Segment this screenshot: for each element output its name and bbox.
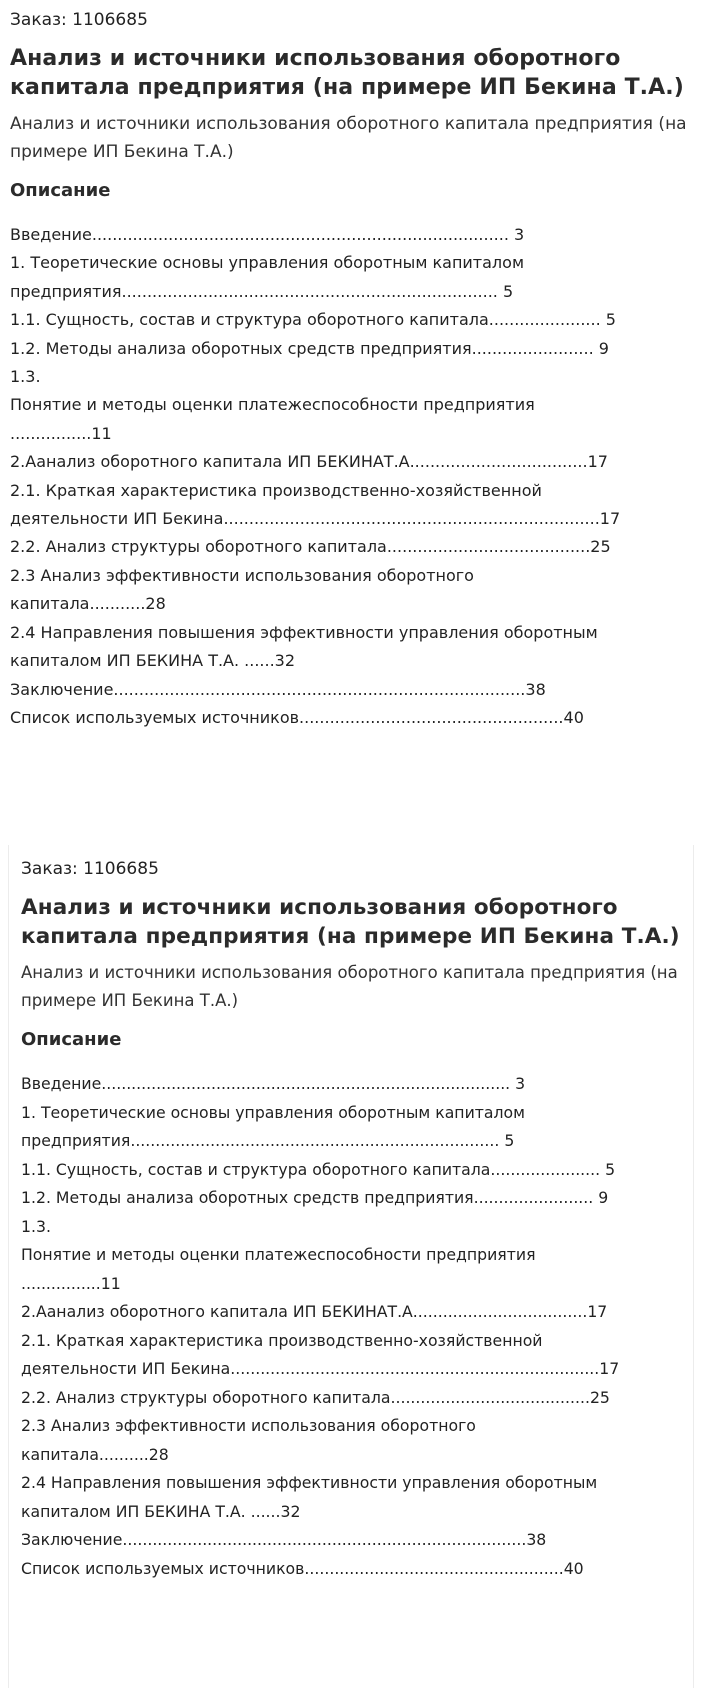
toc-line: Понятие и методы оценки платежеспособности предприятия: [21, 1245, 536, 1264]
toc-line: 1. Теоретические основы управления оборотным капиталом: [10, 253, 525, 273]
toc-line: 1.1. Сущность, состав и структура оборотного капитала...................... 5: [10, 310, 616, 330]
toc-line: деятельности ИП Бекина..........................................................................17: [21, 1359, 620, 1378]
table-of-contents: [21, 1070, 681, 1583]
toc-line: 2.3 Анализ эффективности использования оборотного: [10, 565, 474, 585]
toc-line: 2.1. Краткая характеристика производственно-хозяйственной: [21, 1330, 543, 1350]
toc-line: капитала..........28: [21, 1444, 169, 1464]
toc-line: 1.2. Методы анализа оборотных средств предприятия........................ 9: [21, 1188, 609, 1207]
toc-line: 2.1. Краткая характеристика производственно-хозяйственной: [10, 480, 542, 500]
document-subtitle: Анализ и источники использования оборотного капитала предприятия (на примере ИП Бекина Т.А.): [10, 114, 687, 162]
toc-line: предприятия.......................................................................... 5: [21, 1131, 515, 1150]
toc-line: Список используемых источников....................................................40: [10, 707, 584, 727]
toc-line: 1.1. Сущность, состав и структура оборотного капитала...................... 5: [21, 1159, 616, 1179]
toc-line: Введение.................................................................................. 3: [10, 225, 525, 244]
order-number: Заказ: 1106685: [10, 10, 148, 30]
toc-line: капиталом ИП БЕКИНА Т.А. ......32: [10, 651, 296, 671]
order-number: Заказ: 1106685: [21, 859, 159, 879]
document-page-2: [8, 845, 694, 1688]
toc-line: 2.2. Анализ структуры оборотного капитала........................................25: [21, 1387, 610, 1407]
toc-line: 2.3 Анализ эффективности использования оборотного: [21, 1416, 476, 1435]
toc-line: капиталом ИП БЕКИНА Т.А. ......32: [21, 1501, 301, 1521]
toc-line: 2.Аанализ оборотного капитала ИП БЕКИНАТ.А...................................17: [10, 452, 608, 472]
toc-line: 1. Теоретические основы управления оборотным капиталом: [21, 1102, 525, 1122]
toc-line: Список используемых источников....................................................40: [21, 1558, 584, 1578]
toc-line: 1.3.: [10, 367, 41, 387]
document-subtitle: Анализ и источники использования оборотного капитала предприятия (на примере ИП Бекина Т.А.): [21, 963, 678, 1010]
toc-line: ................11: [21, 1273, 121, 1293]
toc-line: 1.3.: [21, 1216, 51, 1236]
toc-line: деятельности ИП Бекина..........................................................................17: [10, 509, 621, 529]
toc-line: капитала...........28: [10, 594, 166, 614]
toc-line: Заключение.................................................................................38: [10, 679, 546, 699]
toc-line: 2.Аанализ оборотного капитала ИП БЕКИНАТ.А...................................17: [21, 1302, 608, 1321]
document-title: Анализ и источники использования оборотного капитала предприятия (на примере ИП Бекина Т.А.): [21, 895, 680, 949]
toc-line: 2.4 Направления повышения эффективности управления оборотным: [10, 622, 598, 642]
toc-line: 2.2. Анализ структуры оборотного капитала........................................25: [10, 537, 611, 557]
toc-line: Заключение.................................................................................38: [21, 1530, 547, 1549]
table-of-contents: [10, 221, 691, 732]
toc-line: предприятия.......................................................................... 5: [10, 281, 514, 301]
toc-line: 1.2. Методы анализа оборотных средств предприятия........................ 9: [10, 338, 609, 358]
document-page-1: [0, 0, 701, 810]
toc-line: Введение.................................................................................. 3: [21, 1074, 526, 1093]
document-title: Анализ и источники использования оборотного капитала предприятия (на примере ИП Бекина Т.А.): [10, 46, 684, 100]
toc-line: Понятие и методы оценки платежеспособности предприятия: [10, 395, 535, 415]
toc-line: 2.4 Направления повышения эффективности управления оборотным: [21, 1473, 598, 1492]
toc-line: ................11: [10, 423, 112, 443]
description-heading: Описание: [10, 180, 111, 201]
description-heading: Описание: [21, 1029, 122, 1050]
